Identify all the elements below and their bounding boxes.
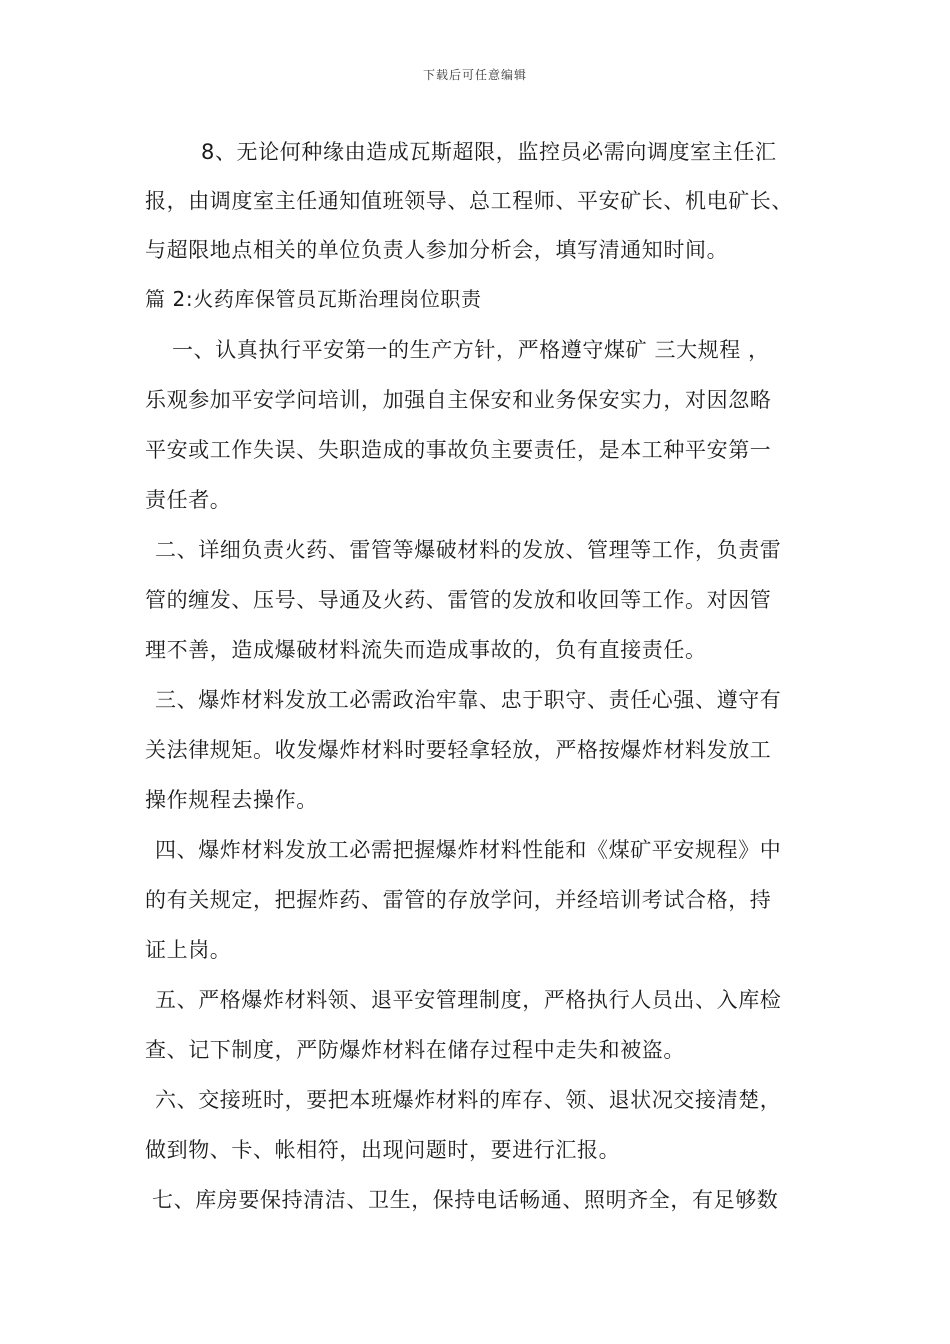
text-line: 报，由调度室主任通知值班领导、总工程师、平安矿长、机电矿长、 (145, 189, 793, 213)
text-line: 二、详细负责火药、雷管等爆破材料的发放、管理等工作，负责雷 (155, 538, 782, 562)
text-line: 三、爆炸材料发放工必需政治牢靠、忠于职守、责任心强、遵守有 (155, 688, 782, 712)
text-line: 做到物、卡、帐相符，出现问题时，要进行汇报。 (145, 1138, 621, 1162)
text-line: 五、严格爆炸材料领、退平安管理制度，严格执行人员出、入库检 (155, 988, 782, 1012)
text-line: 8、无论何种缘由造成瓦斯超限，监控员必需向调度室主任汇 (201, 140, 777, 164)
text-line: 与超限地点相关的单位负责人参加分析会，填写清通知时间。 (145, 238, 729, 262)
text-line: 查、记下制度，严防爆炸材料在储存过程中走失和被盗。 (145, 1038, 685, 1062)
text-line: 平安或工作失误、失职造成的事故负主要责任，是本工种平安第一 (145, 438, 772, 462)
text-line: 关法律规矩。收发爆炸材料时要轻拿轻放，严格按爆炸材料发放工 (145, 738, 772, 762)
text-line: 操作规程去操作。 (145, 788, 318, 812)
text-line: 七、库房要保持清洁、卫生，保持电话畅通、照明齐全，有足够数 (152, 1188, 779, 1212)
text-line: 乐观参加平安学问培训，加强自主保安和业务保安实力，对因忽略 (145, 388, 772, 412)
text-line: 四、爆炸材料发放工必需把握爆炸材料性能和《煤矿平安规程》中 (155, 838, 782, 862)
text-line: 证上岗。 (145, 938, 232, 962)
text-line: 六、交接班时，要把本班爆炸材料的库存、领、退状况交接清楚， (155, 1088, 782, 1112)
text-line: 一、认真执行平安第一的生产方针，严格遵守煤矿 三大规程 ， (172, 338, 770, 362)
text-line: 责任者。 (145, 488, 232, 512)
text-line: 管的缠发、压号、导通及火药、雷管的发放和收回等工作。对因管 (145, 588, 772, 612)
text-line: 理不善，造成爆破材料流失而造成事故的，负有直接责任。 (145, 638, 707, 662)
text-line: 的有关规定，把握炸药、雷管的存放学问，并经培训考试合格，持 (145, 888, 772, 912)
section-heading: 篇 2:火药库保管员瓦斯治理岗位职责 (145, 287, 482, 311)
page-header: 下载后可任意编辑 (422, 68, 527, 82)
